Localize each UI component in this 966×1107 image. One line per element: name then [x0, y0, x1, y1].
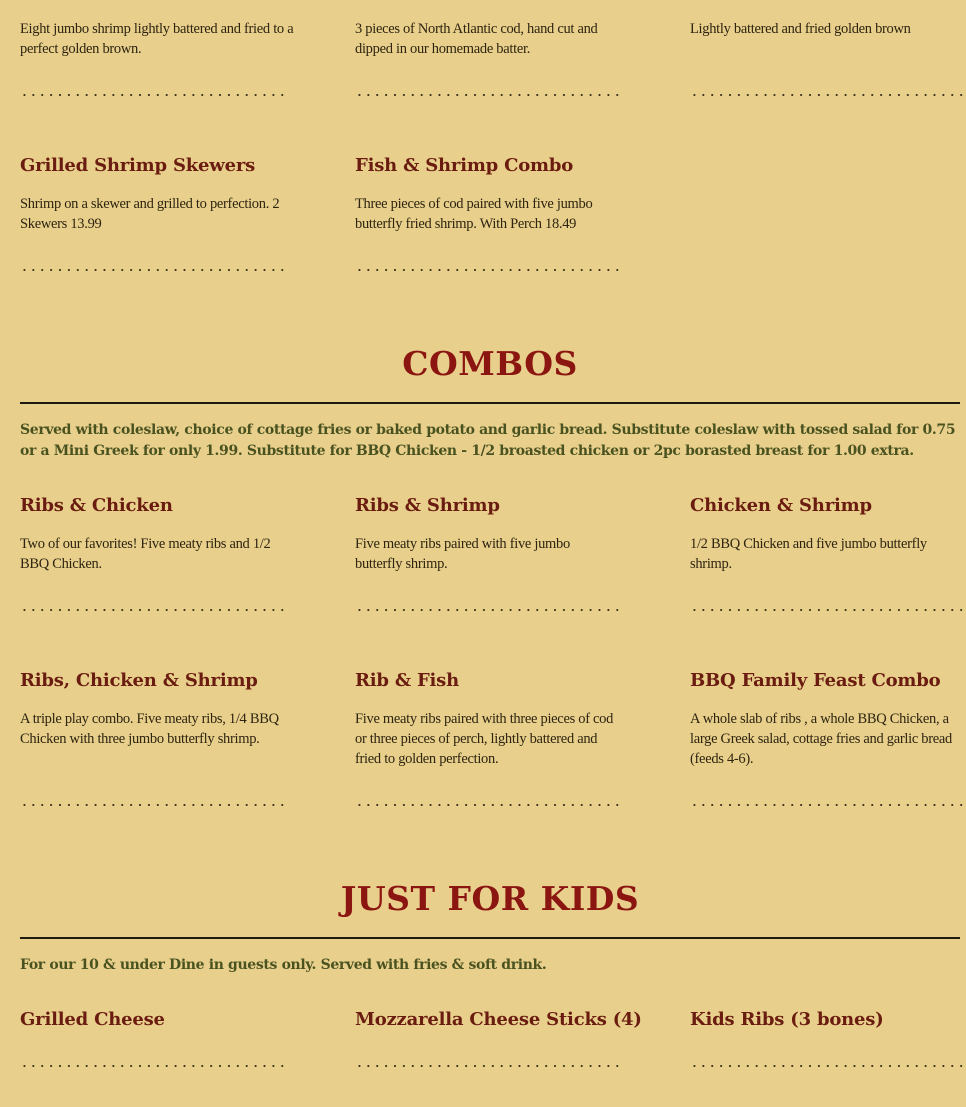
section-divider	[20, 937, 960, 939]
dotted-divider	[690, 608, 966, 612]
dotted-divider	[355, 803, 623, 807]
dotted-divider	[20, 93, 288, 97]
section-divider	[20, 402, 960, 404]
item-name[interactable]: Grilled Shrimp Skewers	[20, 155, 256, 176]
item-description: Two of our favorites! Five meaty ribs and 1/2 BBQ Chicken.	[20, 536, 271, 572]
dotted-divider	[20, 1064, 288, 1068]
item-name[interactable]: Chicken & Shrimp	[690, 495, 872, 516]
item-description: 1/2 BBQ Chicken and five jumbo butterfly shrimp.	[690, 536, 927, 572]
item-description: A triple play combo. Five meaty ribs, 1/4 BBQ Chicken with three jumbo butterfly shrimp.	[20, 711, 279, 747]
item-description: Three pieces of cod paired with five jumbo butterfly fried shrimp. With Perch 18.49	[355, 196, 593, 232]
dotted-divider	[355, 93, 623, 97]
item-description: Shrimp on a skewer and grilled to perfection. 2 Skewers 13.99	[20, 196, 280, 232]
section-note: Served with coleslaw, choice of cottage fries or baked potato and garlic bread. Substitute coleslaw with tossed salad for 0.75 or a Mini Greek for only 1.99. Substitute for BBQ Chicken - 1/2 broasted chicken or 2pc borasted breast for 1.00 extra.	[20, 422, 956, 459]
item-description: Eight jumbo shrimp lightly battered and fried to a perfect golden brown.	[20, 21, 294, 57]
dotted-divider	[20, 268, 288, 272]
dotted-divider	[20, 803, 288, 807]
item-description: Five meaty ribs paired with three pieces of cod or three pieces of perch, lightly battered and fried to golden perfection.	[355, 711, 614, 767]
dotted-divider	[20, 608, 288, 612]
item-name[interactable]: Ribs & Shrimp	[355, 495, 500, 516]
dotted-divider	[355, 1064, 623, 1068]
section-title: JUST FOR KIDS	[340, 879, 640, 918]
dotted-divider	[690, 803, 966, 807]
section-note: For our 10 & under Dine in guests only. Served with fries & soft drink.	[20, 957, 547, 973]
item-description: Lightly battered and fried golden brown	[690, 21, 911, 37]
dotted-divider	[690, 1064, 966, 1068]
section-title: COMBOS	[402, 344, 578, 383]
item-description: 3 pieces of North Atlantic cod, hand cut and dipped in our homemade batter.	[355, 21, 598, 57]
item-name[interactable]: Ribs & Chicken	[20, 495, 173, 516]
item-name[interactable]: Kids Ribs (3 bones)	[690, 1009, 884, 1030]
item-name[interactable]: Rib & Fish	[355, 670, 460, 691]
dotted-divider	[690, 93, 966, 97]
item-name[interactable]: Grilled Cheese	[20, 1009, 165, 1030]
item-description: A whole slab of ribs , a whole BBQ Chicken, a large Greek salad, cottage fries and garlic bread (feeds 4-6).	[690, 711, 953, 767]
item-name[interactable]: Ribs, Chicken & Shrimp	[20, 670, 258, 691]
item-name[interactable]: Mozzarella Cheese Sticks (4)	[355, 1009, 642, 1030]
item-description: Five meaty ribs paired with five jumbo butterfly shrimp.	[355, 536, 570, 572]
item-name[interactable]: Fish & Shrimp Combo	[355, 155, 574, 176]
dotted-divider	[355, 268, 623, 272]
item-name[interactable]: BBQ Family Feast Combo	[690, 670, 941, 691]
dotted-divider	[355, 608, 623, 612]
